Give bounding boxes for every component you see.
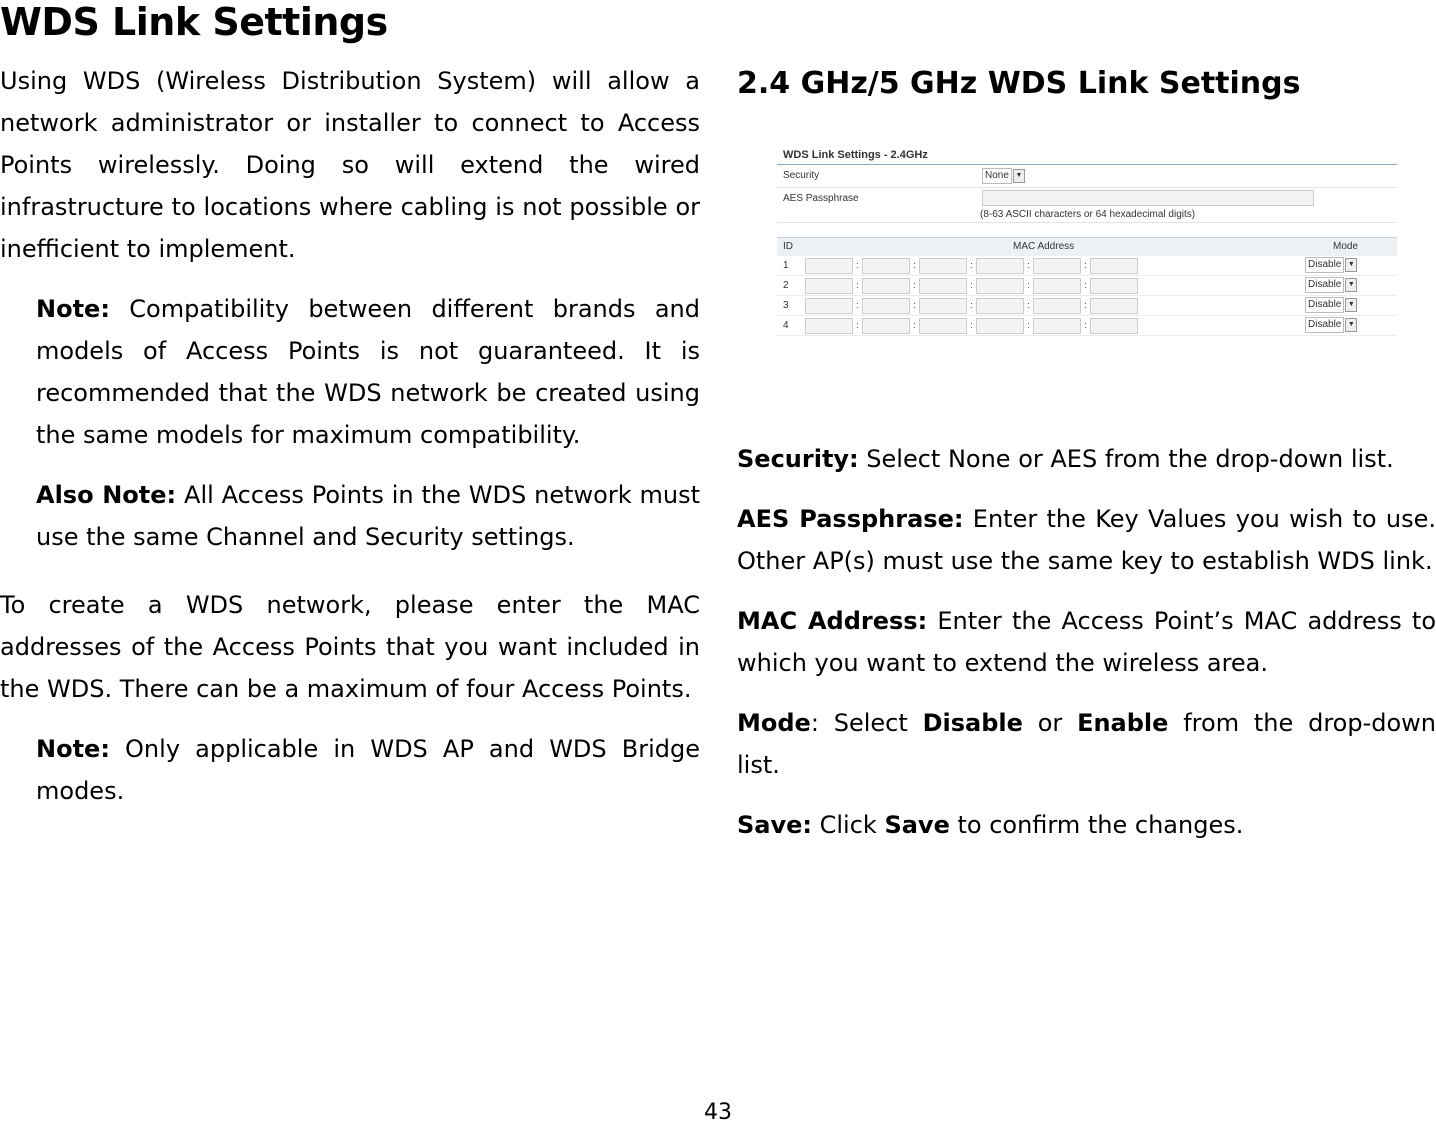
create-paragraph: To create a WDS network, please enter the MAC addresses of the Access Points that you want included in the WDS. There can be a maximum of four Access Points. bbox=[0, 591, 700, 703]
passphrase-field-label: AES Passphrase bbox=[783, 193, 859, 204]
mode-or: or bbox=[1022, 709, 1078, 737]
colon-separator: : bbox=[970, 280, 973, 290]
mac-address-input-group bbox=[805, 278, 1138, 293]
table-row bbox=[777, 256, 1397, 276]
mac-octet-input[interactable] bbox=[1033, 278, 1081, 294]
chevron-down-icon[interactable]: ▼ bbox=[1345, 258, 1357, 272]
mac-octet-input[interactable] bbox=[976, 278, 1024, 294]
section-subtitle: 2.4 GHz/5 GHz WDS Link Settings bbox=[737, 66, 1301, 101]
security-label: Security: bbox=[737, 445, 859, 473]
passphrase-hint: (8-63 ASCII characters or 64 hexadecimal digits) bbox=[980, 209, 1196, 220]
mac-octet-input[interactable] bbox=[862, 278, 910, 294]
screenshot-title: WDS Link Settings - 2.4GHz bbox=[783, 149, 928, 161]
note-also bbox=[0, 474, 700, 558]
mac-address-input-group bbox=[805, 318, 1138, 333]
col-mode: Mode bbox=[1333, 241, 1359, 252]
aes-label: AES Passphrase: bbox=[737, 505, 964, 533]
intro-paragraph: Using WDS (Wireless Distribution System) will allow a network administrator or installer to connect to Access Points wirelessly. Doing so will extend the wired infrastructure to locations where cabling is not possible or inefficient to implement. bbox=[0, 67, 700, 263]
mac-text: Enter the Access Point’s MAC address to which you want to extend the wireless area. bbox=[737, 607, 1436, 677]
desc-mac bbox=[737, 600, 1436, 684]
colon-separator: : bbox=[1027, 320, 1030, 330]
mac-table-header bbox=[777, 237, 1397, 256]
colon-separator: : bbox=[970, 300, 973, 310]
mode-disable-word: Disable bbox=[922, 709, 1023, 737]
colon-separator: : bbox=[856, 320, 859, 330]
colon-separator: : bbox=[970, 260, 973, 270]
mode-select[interactable]: Disable bbox=[1305, 297, 1344, 313]
mac-table-body bbox=[777, 256, 1397, 336]
save-label: Save: bbox=[737, 811, 812, 839]
mac-octet-input[interactable] bbox=[1090, 298, 1138, 314]
colon-separator: : bbox=[856, 300, 859, 310]
also-note-text: All Access Points in the WDS network must use the same Channel and Security settings. bbox=[36, 481, 700, 551]
desc-save bbox=[737, 804, 1436, 846]
row-id: 1 bbox=[783, 260, 789, 271]
mac-octet-input[interactable] bbox=[862, 318, 910, 334]
mac-octet-input[interactable] bbox=[1033, 298, 1081, 314]
mac-octet-input[interactable] bbox=[1090, 258, 1138, 274]
mac-octet-input[interactable] bbox=[1090, 318, 1138, 334]
mode-post: from the drop-down list. bbox=[737, 709, 1436, 779]
save-pre: Click bbox=[812, 811, 885, 839]
table-row bbox=[777, 316, 1397, 336]
mode-pre: : Select bbox=[810, 709, 923, 737]
mac-octet-input[interactable] bbox=[919, 258, 967, 274]
colon-separator: : bbox=[913, 260, 916, 270]
row-id: 3 bbox=[783, 300, 789, 311]
desc-security bbox=[737, 438, 1436, 480]
colon-separator: : bbox=[1027, 300, 1030, 310]
colon-separator: : bbox=[856, 260, 859, 270]
mac-octet-input[interactable] bbox=[1033, 258, 1081, 274]
mode-select[interactable]: Disable bbox=[1305, 257, 1344, 273]
page-number: 43 bbox=[704, 1100, 732, 1125]
mac-octet-input[interactable] bbox=[976, 258, 1024, 274]
colon-separator: : bbox=[913, 280, 916, 290]
note-modes-label: Note: bbox=[36, 735, 110, 763]
chevron-down-icon[interactable]: ▼ bbox=[1345, 278, 1357, 292]
note-compatibility bbox=[0, 288, 700, 456]
page-title: WDS Link Settings bbox=[0, 0, 388, 44]
desc-mode bbox=[737, 702, 1436, 786]
mode-select[interactable]: Disable bbox=[1305, 317, 1344, 333]
passphrase-row bbox=[777, 188, 1397, 223]
aes-text: Enter the Key Values you wish to use. Other AP(s) must use the same key to establish WDS link. bbox=[737, 505, 1436, 575]
left-column bbox=[0, 60, 700, 812]
colon-separator: : bbox=[1084, 320, 1087, 330]
mac-octet-input[interactable] bbox=[805, 278, 853, 294]
colon-separator: : bbox=[1084, 300, 1087, 310]
mac-octet-input[interactable] bbox=[1090, 278, 1138, 294]
passphrase-input[interactable] bbox=[982, 190, 1314, 206]
right-column bbox=[737, 60, 1436, 846]
colon-separator: : bbox=[1027, 260, 1030, 270]
note-label: Note: bbox=[36, 295, 110, 323]
save-word: Save bbox=[884, 811, 950, 839]
desc-aes bbox=[737, 498, 1436, 582]
security-text: Select None or AES from the drop-down list. bbox=[858, 445, 1394, 473]
colon-separator: : bbox=[1027, 280, 1030, 290]
chevron-down-icon[interactable]: ▼ bbox=[1345, 318, 1357, 332]
mac-octet-input[interactable] bbox=[976, 318, 1024, 334]
mac-label: MAC Address: bbox=[737, 607, 928, 635]
row-id: 4 bbox=[783, 320, 789, 331]
note-text: Compatibility between different brands and models of Access Points is not guaranteed. It is recommended that the WDS network be created using the same models for maximum compatibility. bbox=[36, 295, 700, 449]
colon-separator: : bbox=[913, 300, 916, 310]
col-id: ID bbox=[783, 241, 793, 252]
colon-separator: : bbox=[913, 320, 916, 330]
mac-octet-input[interactable] bbox=[862, 258, 910, 274]
colon-separator: : bbox=[970, 320, 973, 330]
mac-octet-input[interactable] bbox=[919, 278, 967, 294]
security-row bbox=[777, 165, 1397, 188]
colon-separator: : bbox=[856, 280, 859, 290]
note-modes bbox=[0, 728, 700, 812]
note-modes-text: Only applicable in WDS AP and WDS Bridge modes. bbox=[36, 735, 700, 805]
col-mac: MAC Address bbox=[1013, 241, 1075, 252]
chevron-down-icon[interactable]: ▼ bbox=[1345, 298, 1357, 312]
row-id: 2 bbox=[783, 280, 789, 291]
mac-octet-input[interactable] bbox=[805, 298, 853, 314]
table-row bbox=[777, 296, 1397, 316]
table-row bbox=[777, 276, 1397, 296]
mode-label: Mode bbox=[737, 709, 811, 737]
colon-separator: : bbox=[1084, 280, 1087, 290]
colon-separator: : bbox=[1084, 260, 1087, 270]
mode-select[interactable]: Disable bbox=[1305, 277, 1344, 293]
also-note-label: Also Note: bbox=[36, 481, 177, 509]
mac-octet-input[interactable] bbox=[805, 318, 853, 334]
mac-octet-input[interactable] bbox=[805, 258, 853, 274]
chevron-down-icon[interactable]: ▼ bbox=[1013, 169, 1025, 183]
mac-octet-input[interactable] bbox=[919, 318, 967, 334]
mac-octet-input[interactable] bbox=[862, 298, 910, 314]
mac-octet-input[interactable] bbox=[1033, 318, 1081, 334]
wds-settings-screenshot bbox=[777, 146, 1397, 336]
mac-address-input-group bbox=[805, 298, 1138, 313]
security-select[interactable]: None bbox=[982, 168, 1012, 184]
mac-octet-input[interactable] bbox=[976, 298, 1024, 314]
mac-octet-input[interactable] bbox=[919, 298, 967, 314]
security-field-label: Security bbox=[783, 170, 820, 181]
mode-enable-word: Enable bbox=[1077, 709, 1169, 737]
save-post: to confirm the changes. bbox=[949, 811, 1244, 839]
mac-address-input-group bbox=[805, 258, 1138, 273]
